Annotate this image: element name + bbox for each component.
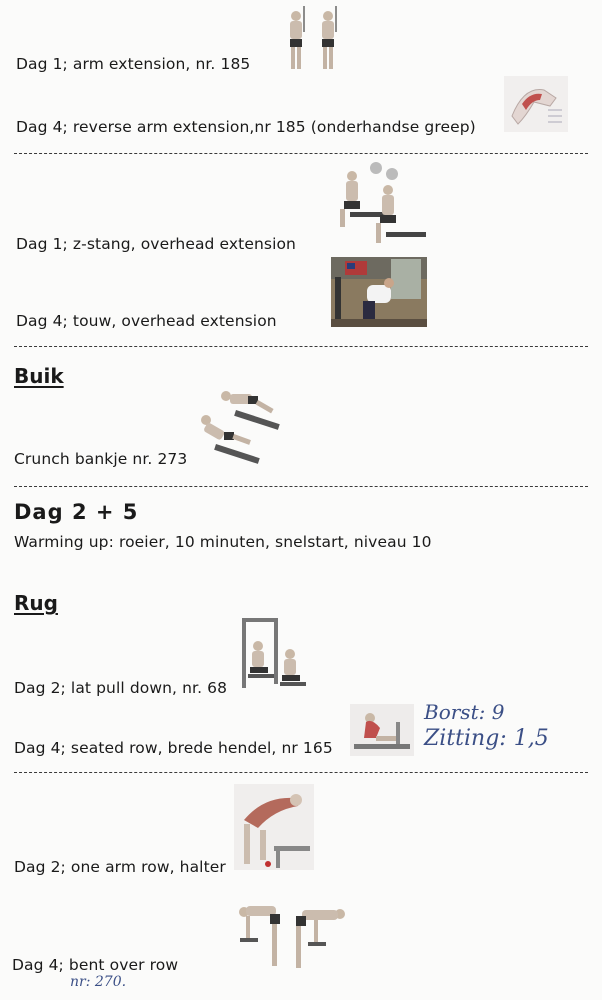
divider	[14, 486, 588, 487]
section-heading-buik: Buik	[14, 364, 64, 388]
exercise-rope-overhead: Dag 4; touw, overhead extension	[16, 312, 277, 330]
forearm-muscle-illustration	[504, 76, 568, 132]
warming-up: Warming up: roeier, 10 minuten, snelstart, niveau 10	[14, 533, 432, 551]
bent-over-row-illustration	[236, 902, 346, 972]
overhead-extension-illustration	[330, 160, 430, 252]
exercise-lat-pull-down: Dag 2; lat pull down, nr. 68	[14, 679, 228, 697]
arm-extension-illustration	[284, 4, 350, 72]
exercise-seated-row: Dag 4; seated row, brede hendel, nr 165	[14, 739, 333, 757]
handwritten-note-nr: nr: 270.	[70, 974, 127, 990]
handwritten-note-zitting: Zitting: 1,5	[424, 726, 549, 751]
exercise-zstang-overhead: Dag 1; z-stang, overhead extension	[16, 235, 296, 253]
exercise-one-arm-row: Dag 2; one arm row, halter	[14, 858, 226, 876]
exercise-crunch: Crunch bankje nr. 273	[14, 450, 188, 468]
exercise-reverse-arm-extension: Dag 4; reverse arm extension,nr 185 (onderhandse greep)	[16, 118, 476, 136]
crunch-bench-illustration	[196, 386, 288, 464]
divider	[14, 153, 588, 154]
divider	[14, 346, 588, 347]
seated-row-illustration	[350, 704, 414, 756]
one-arm-row-illustration	[234, 784, 314, 870]
lat-pulldown-illustration	[238, 616, 310, 694]
handwritten-note-borst: Borst: 9	[424, 700, 505, 724]
exercise-bent-over-row: Dag 4; bent over row	[12, 956, 179, 974]
exercise-arm-extension: Dag 1; arm extension, nr. 185	[16, 55, 251, 73]
rope-overhead-photo	[331, 257, 427, 327]
section-heading-rug: Rug	[14, 591, 58, 615]
divider	[14, 772, 588, 773]
day-heading: Dag 2 + 5	[14, 500, 139, 524]
